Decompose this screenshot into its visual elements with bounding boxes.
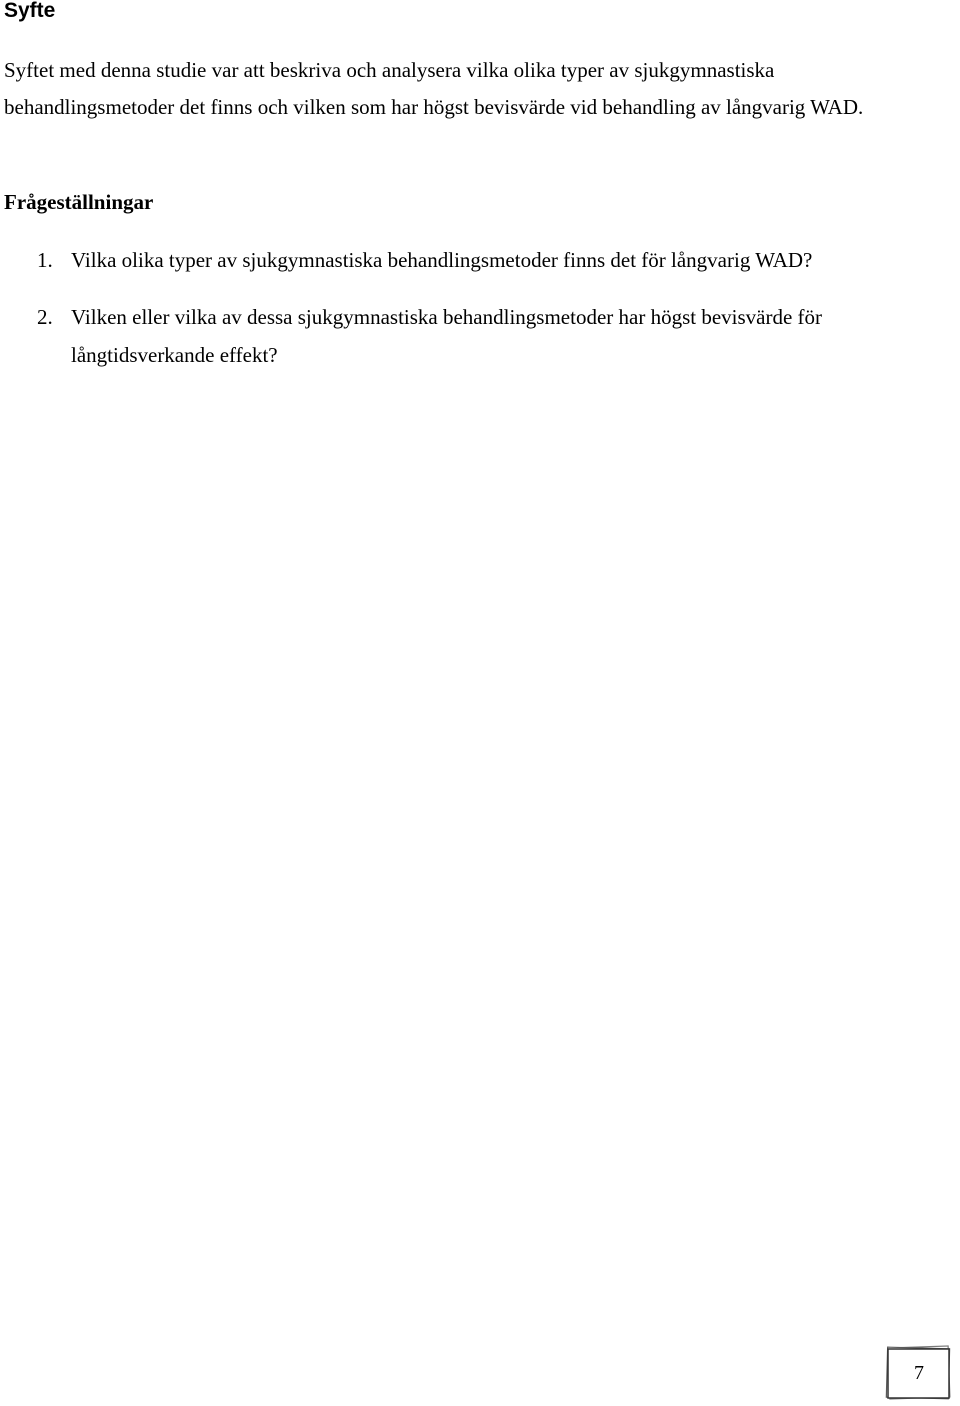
section-title: Syfte bbox=[4, 0, 56, 22]
page-number: 7 bbox=[914, 1362, 924, 1384]
list-item bbox=[0, 298, 900, 374]
research-questions-title: Frågeställningar bbox=[4, 190, 154, 214]
research-questions-list bbox=[0, 241, 900, 393]
purpose-paragraph: Syftet med denna studie var att beskriva och analysera vilka olika typer av sjukgymnastiska behandlingsmetoder det finns och vilken som har högst bevisvärde vid behandling av långvarig WAD. bbox=[4, 58, 864, 119]
page-number-badge bbox=[884, 1344, 954, 1402]
list-item-text: Vilka olika typer av sjukgymnastiska behandlingsmetoder finns det för långvarig WAD? bbox=[71, 248, 813, 272]
list-item-number: 2. bbox=[37, 305, 53, 329]
list-item bbox=[0, 241, 900, 279]
list-item-number: 1. bbox=[37, 248, 53, 272]
list-item-text: Vilken eller vilka av dessa sjukgymnastiska behandlingsmetoder har högst bevisvärde för långtidsverkande effekt? bbox=[71, 305, 823, 367]
